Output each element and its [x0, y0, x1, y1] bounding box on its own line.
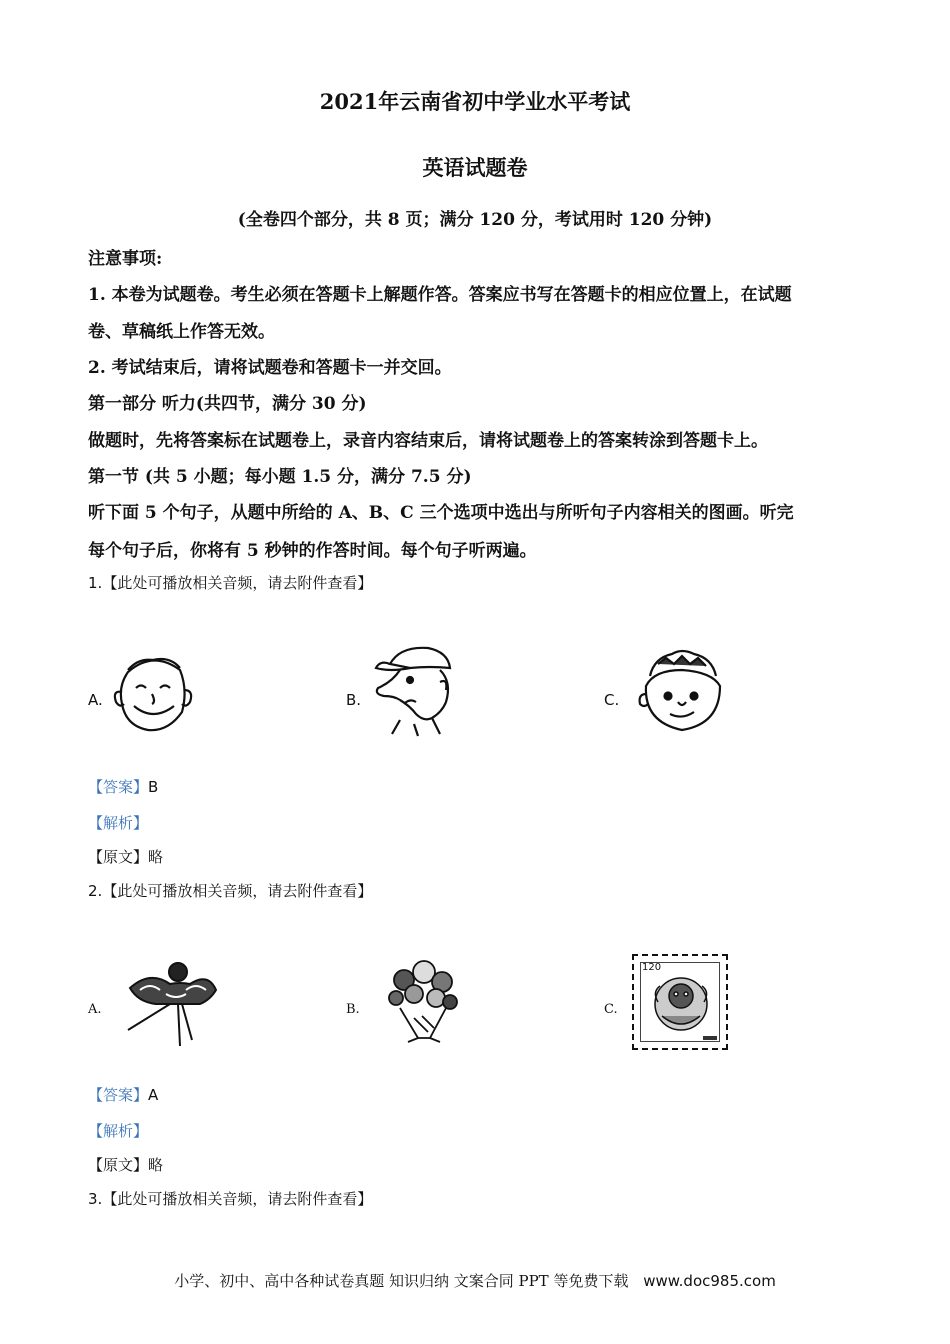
original-value: 略 [148, 1156, 164, 1174]
exam-title: 2021年云南省初中学业水平考试 [319, 89, 631, 114]
question-3-header [88, 1188, 372, 1209]
original-label: 【原文】 [88, 848, 149, 866]
swallow-kite-icon[interactable] [120, 960, 220, 1050]
stamp-text-mark [703, 1036, 717, 1040]
q2-option-b-label[interactable]: B. [346, 1002, 360, 1017]
answer-value: A [148, 1086, 159, 1104]
part1-instruction: 做题时，先将答案标在试题卷上，录音内容结束后，请将试题卷上的答案转涂到答题卡上。 [88, 431, 768, 451]
question-number: 3. [88, 1190, 103, 1208]
q1-analysis [88, 812, 148, 833]
notes-heading: 注意事项: [88, 249, 163, 269]
section1-instruction-line-1: 听下面 5 个句子，从题中所给的 A、B、C 三个选项中选出与所听句子内容相关的图画。听完 [88, 503, 794, 523]
q2-analysis [88, 1120, 148, 1141]
analysis-label: 【解析】 [88, 1122, 149, 1140]
question-1-header [88, 572, 372, 593]
man-with-cap-icon[interactable] [370, 642, 465, 737]
postage-stamp[interactable] [632, 954, 728, 1050]
footer-text: 小学、初中、高中各种试卷真题 知识归纳 文案合同 PPT 等免费下载 [174, 1272, 629, 1290]
q2-original [88, 1154, 163, 1175]
question-number: 1. [88, 574, 103, 592]
section1-heading: 第一节 (共 5 小题；每小题 1.5 分，满分 7.5 分) [88, 467, 472, 487]
answer-label: 【答案】 [88, 778, 149, 796]
q1-option-b-label[interactable]: B. [346, 691, 362, 709]
original-value: 略 [148, 848, 164, 866]
monkey-figure-icon [648, 972, 714, 1038]
question-number: 2. [88, 882, 103, 900]
answer-label: 【答案】 [88, 1086, 149, 1104]
analysis-label: 【解析】 [88, 814, 149, 832]
stamp-value: 120 [642, 962, 662, 973]
q1-answer [88, 776, 158, 797]
section1-instruction-line-2: 每个句子后，你将有 5 秒钟的作答时间。每个句子听两遍。 [88, 541, 537, 561]
flower-bouquet-icon[interactable] [378, 958, 468, 1044]
audio-note[interactable]: 【此处可播放相关音频，请去附件查看】 [102, 882, 373, 900]
q2-option-a-label[interactable]: A. [88, 1002, 102, 1017]
original-label: 【原文】 [88, 1156, 149, 1174]
audio-note[interactable]: 【此处可播放相关音频，请去附件查看】 [102, 1190, 373, 1208]
q1-option-a-label[interactable]: A. [88, 691, 103, 709]
exam-subtitle: 英语试题卷 [422, 155, 528, 180]
notes-item-1-line-2: 卷、草稿纸上作答无效。 [88, 322, 275, 342]
audio-note[interactable]: 【此处可播放相关音频，请去附件查看】 [102, 574, 373, 592]
smiling-face-icon[interactable] [108, 650, 198, 735]
question-2-header [88, 880, 372, 901]
q1-original [88, 846, 163, 867]
answer-value: B [148, 778, 159, 796]
q2-option-c-label[interactable]: C. [604, 1002, 618, 1017]
part1-heading: 第一部分 听力(共四节，满分 30 分) [88, 394, 367, 414]
exam-info: (全卷四个部分，共 8 页；满分 120 分，考试用时 120 分钟) [237, 210, 713, 230]
page-footer [0, 1270, 950, 1291]
footer-url-link[interactable]: www.doc985.com [643, 1272, 776, 1290]
q2-answer [88, 1084, 158, 1105]
q1-option-c-label[interactable]: C. [604, 691, 620, 709]
curly-hair-face-icon[interactable] [632, 646, 732, 736]
notes-item-1-line-1: 1. 本卷为试题卷。考生必须在答题卡上解题作答。答案应书写在答题卡的相应位置上，在试题 [88, 285, 792, 305]
notes-item-2: 2. 考试结束后，请将试题卷和答题卡一并交回。 [88, 358, 452, 378]
